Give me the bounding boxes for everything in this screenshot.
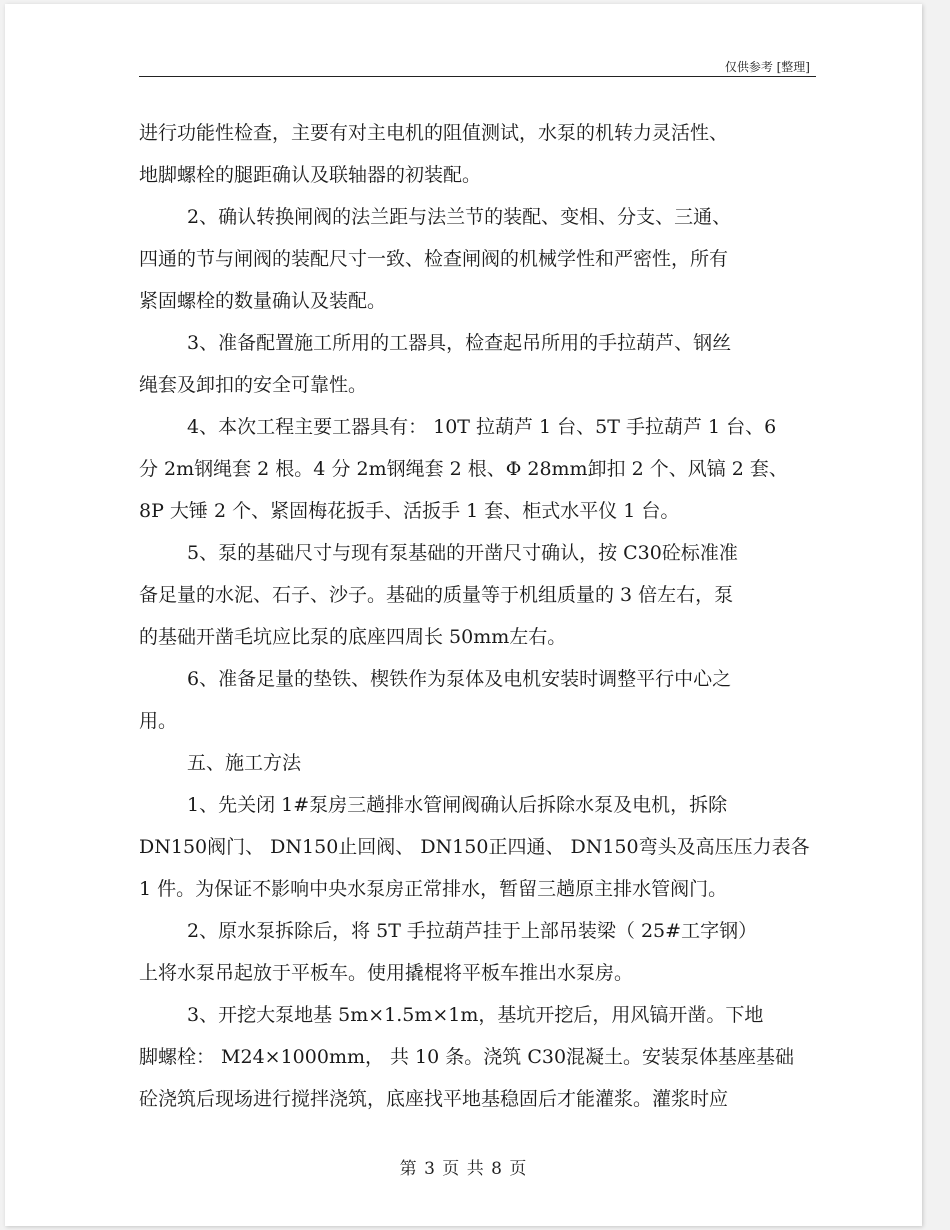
paragraph xyxy=(139,658,829,742)
paragraph xyxy=(139,994,829,1120)
text-line: 3、开挖大泵地基 5m×1.5m×1m，基坑开挖后，用风镐开凿。下地 xyxy=(187,1004,764,1026)
body-text xyxy=(139,112,829,1120)
text-line: 1、先关闭 1#泵房三趟排水管闸阀确认后拆除水泵及电机，拆除 xyxy=(187,794,728,816)
text-line: 3、准备配置施工所用的工器具，检查起吊所用的手拉葫芦、钢丝 xyxy=(187,332,732,354)
text-line: 5、泵的基础尺寸与现有泵基础的开凿尺寸确认，按 C30砼标准准 xyxy=(187,542,738,564)
text-line: 砼浇筑后现场进行搅拌浇筑，底座找平地基稳固后才能灌浆。灌浆时应 xyxy=(139,1088,729,1110)
text-line: 4、本次工程主要工器具有： 10T 拉葫芦 1 台、5T 手拉葫芦 1 台、6 xyxy=(187,416,777,438)
text-line: 上将水泵吊起放于平板车。使用撬棍将平板车推出水泵房。 xyxy=(139,962,634,984)
text-line: 绳套及卸扣的安全可靠性。 xyxy=(139,374,368,396)
text-line: 紧固螺栓的数量确认及装配。 xyxy=(139,290,387,312)
text-line: 脚螺栓： M24×1000mm， 共 10 条。浇筑 C30混凝土。安装泵体基座基础 xyxy=(139,1046,795,1068)
paragraph xyxy=(139,196,829,322)
text-line: 1 件。为保证不影响中央水泵房正常排水，暂留三趟原主排水管阀门。 xyxy=(139,878,728,900)
text-line: 8P 大锤 2 个、紧固梅花扳手、活扳手 1 套、柜式水平仪 1 台。 xyxy=(139,500,680,522)
text-line: 用。 xyxy=(139,710,178,732)
document-page xyxy=(5,4,922,1226)
text-line: DN150阀门、 DN150止回阀、 DN150正四通、 DN150弯头及高压压力表各 xyxy=(139,836,810,858)
text-line: 6、准备足量的垫铁、楔铁作为泵体及电机安装时调整平行中心之 xyxy=(187,668,732,690)
header-note: 仅供参考 [整理] xyxy=(724,60,810,74)
page-number: 第 3 页 共 8 页 xyxy=(399,1159,528,1179)
paragraph xyxy=(139,784,829,910)
paragraph xyxy=(139,322,829,406)
text-line: 备足量的水泥、石子、沙子。基础的质量等于机组质量的 3 倍左右，泵 xyxy=(139,584,734,606)
text-line: 的基础开凿毛坑应比泵的底座四周长 50mm左右。 xyxy=(139,626,567,648)
text-line: 地脚螺栓的腿距确认及联轴器的初装配。 xyxy=(139,164,482,186)
text-line: 五、施工方法 xyxy=(187,752,302,774)
text-line: 进行功能性检查，主要有对主电机的阻值测试，水泵的机转力灵活性、 xyxy=(139,122,729,144)
paragraph xyxy=(139,532,829,658)
paragraph xyxy=(139,406,829,532)
header-divider xyxy=(139,76,816,77)
text-line: 2、确认转换闸阀的法兰距与法兰节的装配、变相、分支、三通、 xyxy=(187,206,732,228)
text-line: 分 2m钢绳套 2 根。4 分 2m钢绳套 2 根、Φ 28mm卸扣 2 个、风镐 2 套、 xyxy=(139,458,788,480)
text-line: 四通的节与闸阀的装配尺寸一致、检查闸阀的机械学性和严密性，所有 xyxy=(139,248,729,270)
section-heading xyxy=(139,742,829,784)
text-line: 2、原水泵拆除后，将 5T 手拉葫芦挂于上部吊装梁（ 25#工字钢） xyxy=(187,920,758,942)
paragraph xyxy=(139,910,829,994)
paragraph xyxy=(139,112,829,196)
